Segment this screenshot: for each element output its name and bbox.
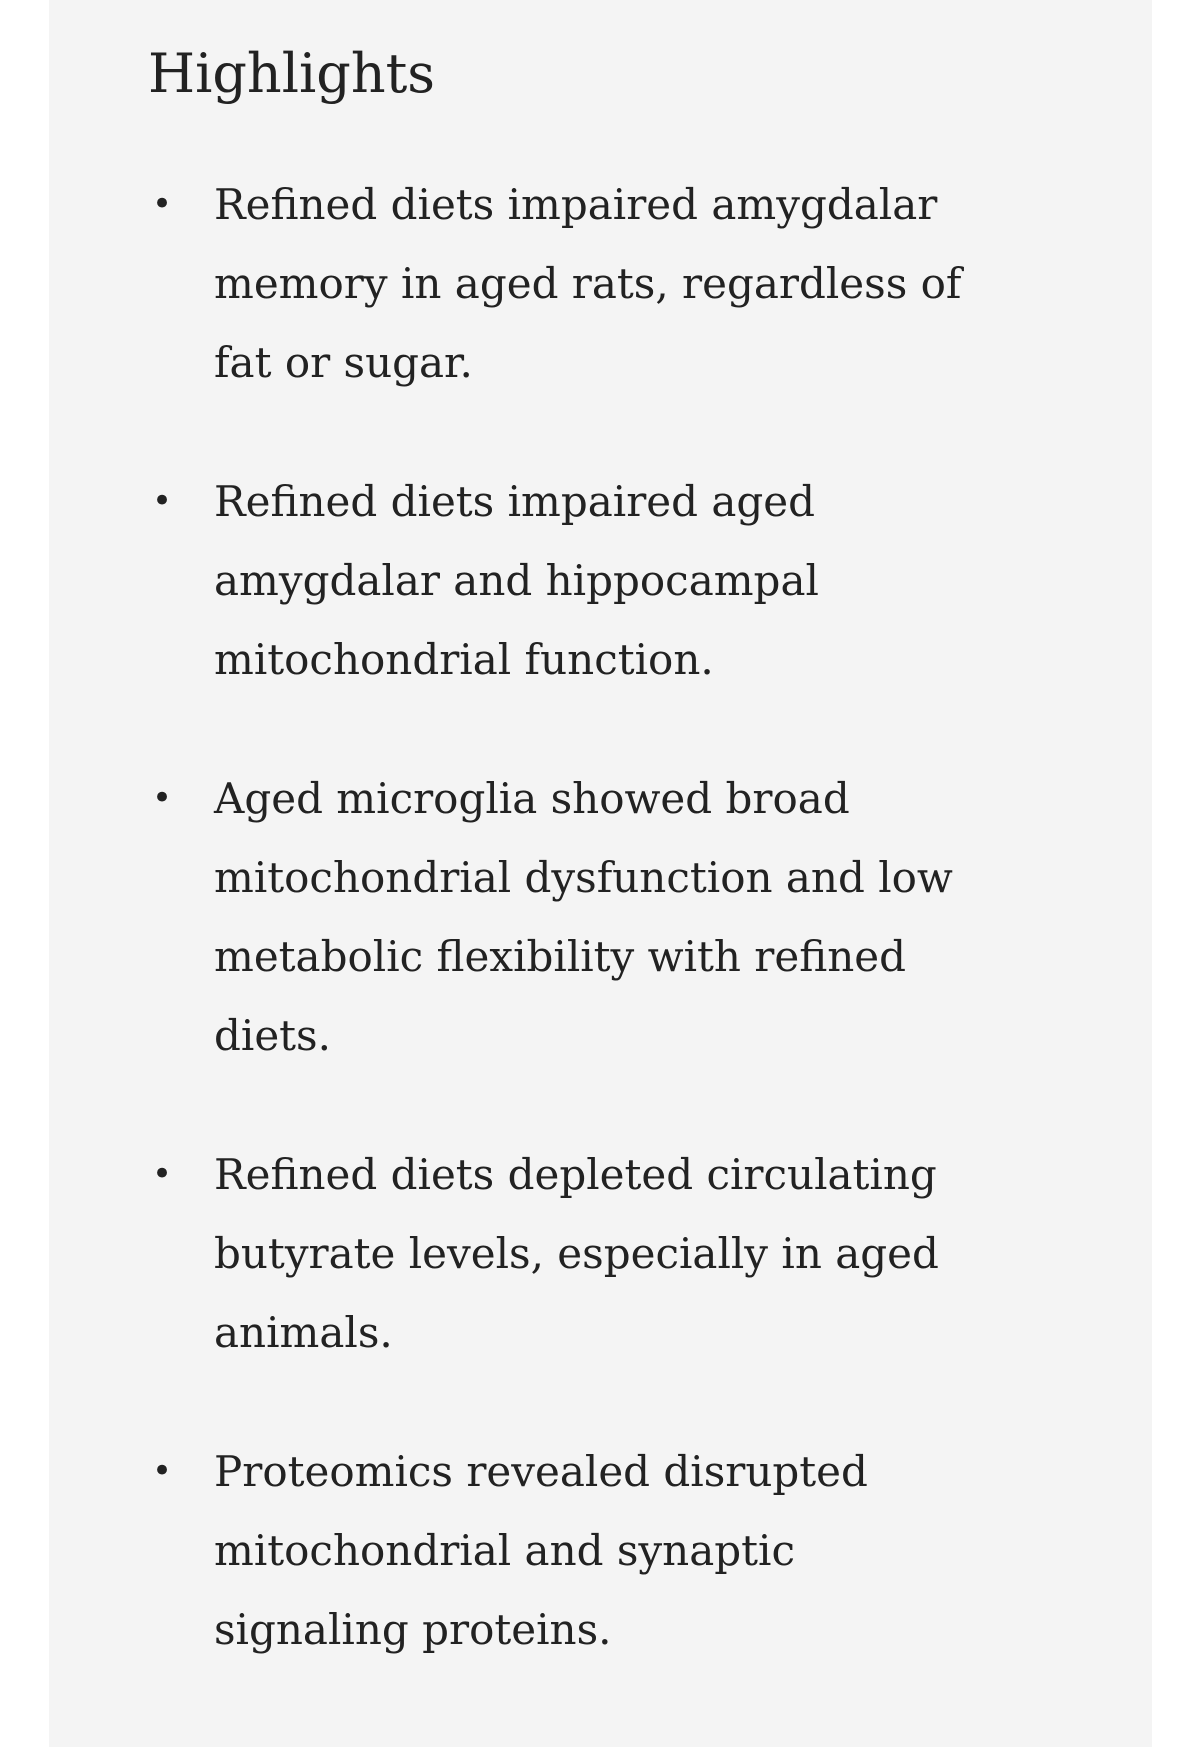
highlight-item <box>148 462 1048 699</box>
highlight-item <box>148 1135 1048 1372</box>
highlights-panel <box>49 0 1152 1747</box>
highlight-item <box>148 165 1048 402</box>
bullet-icon: • <box>152 481 173 521</box>
highlight-text: Aged microglia showed broad mitochondrial dysfunction and low metabolic flexibility with refined diets. <box>214 774 953 1060</box>
bullet-icon: • <box>152 1154 173 1194</box>
highlight-text: Proteomics revealed disrupted mitochondrial and synaptic signaling proteins. <box>214 1447 868 1654</box>
highlights-heading: Highlights <box>148 42 436 105</box>
bullet-icon: • <box>152 184 173 224</box>
highlight-text: Refined diets impaired aged amygdalar and hippocampal mitochondrial function. <box>214 477 819 684</box>
highlights-list <box>148 180 1048 1749</box>
bullet-icon: • <box>152 778 173 818</box>
bullet-icon: • <box>152 1451 173 1491</box>
highlight-text: Refined diets depleted circulating butyrate levels, especially in aged animals. <box>214 1150 939 1357</box>
highlight-text: Refined diets impaired amygdalar memory in aged rats, regardless of fat or sugar. <box>214 180 962 387</box>
highlight-item <box>148 1432 1048 1669</box>
highlight-item <box>148 759 1048 1075</box>
